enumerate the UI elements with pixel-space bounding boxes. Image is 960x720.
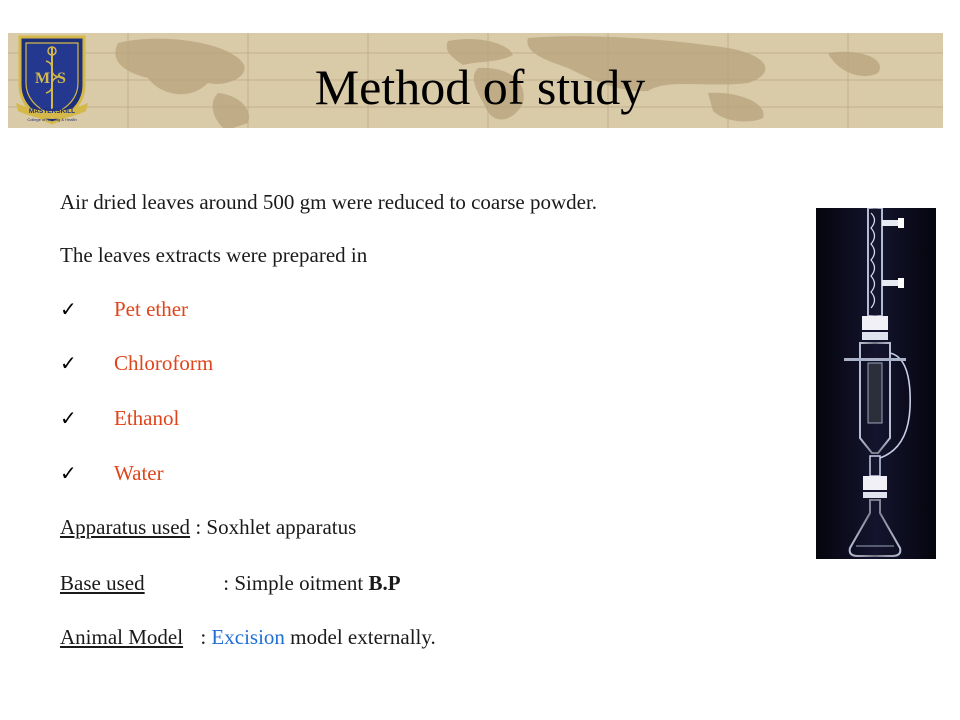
animal-model-line <box>60 625 436 650</box>
intro-line-1: Air dried leaves around 500 gm were reduced to coarse powder. <box>60 190 598 214</box>
solvent-label: Ethanol <box>114 406 180 430</box>
animal-model-separator: : <box>195 625 212 649</box>
solvent-label: Water <box>114 461 164 485</box>
animal-model-label: Animal Model <box>60 625 184 649</box>
svg-text:S: S <box>57 70 66 87</box>
apparatus-label: Apparatus used <box>60 515 191 539</box>
animal-model-highlight: Excision <box>211 625 285 649</box>
base-value-bold: B.P <box>368 571 401 595</box>
apparatus-value: : Soxhlet apparatus <box>190 515 357 539</box>
base-line <box>60 571 401 596</box>
soxhlet-apparatus-image <box>816 208 936 559</box>
logo-text: MASTERSKILL <box>28 108 76 115</box>
solvent-item <box>60 461 164 486</box>
solvent-label: Chloroform <box>114 351 214 375</box>
slide-title: Method of study <box>314 59 646 115</box>
animal-model-rest: model externally. <box>284 625 436 649</box>
solvent-label: Pet ether <box>114 297 189 321</box>
solvent-item <box>60 351 213 376</box>
checkmark-icon: ✓ <box>60 461 77 485</box>
checkmark-icon: ✓ <box>60 406 77 430</box>
checkmark-icon: ✓ <box>60 297 77 321</box>
solvent-item <box>60 297 188 322</box>
logo-initials: M <box>35 70 51 87</box>
base-label: Base used <box>60 571 145 595</box>
solvent-item <box>60 406 179 431</box>
apparatus-line <box>60 515 356 540</box>
intro-line-2: The leaves extracts were prepared in <box>60 243 368 267</box>
logo-subtext: College of Nursing & Health <box>27 117 77 122</box>
base-value: : Simple oitment <box>218 571 369 595</box>
checkmark-icon: ✓ <box>60 351 77 375</box>
